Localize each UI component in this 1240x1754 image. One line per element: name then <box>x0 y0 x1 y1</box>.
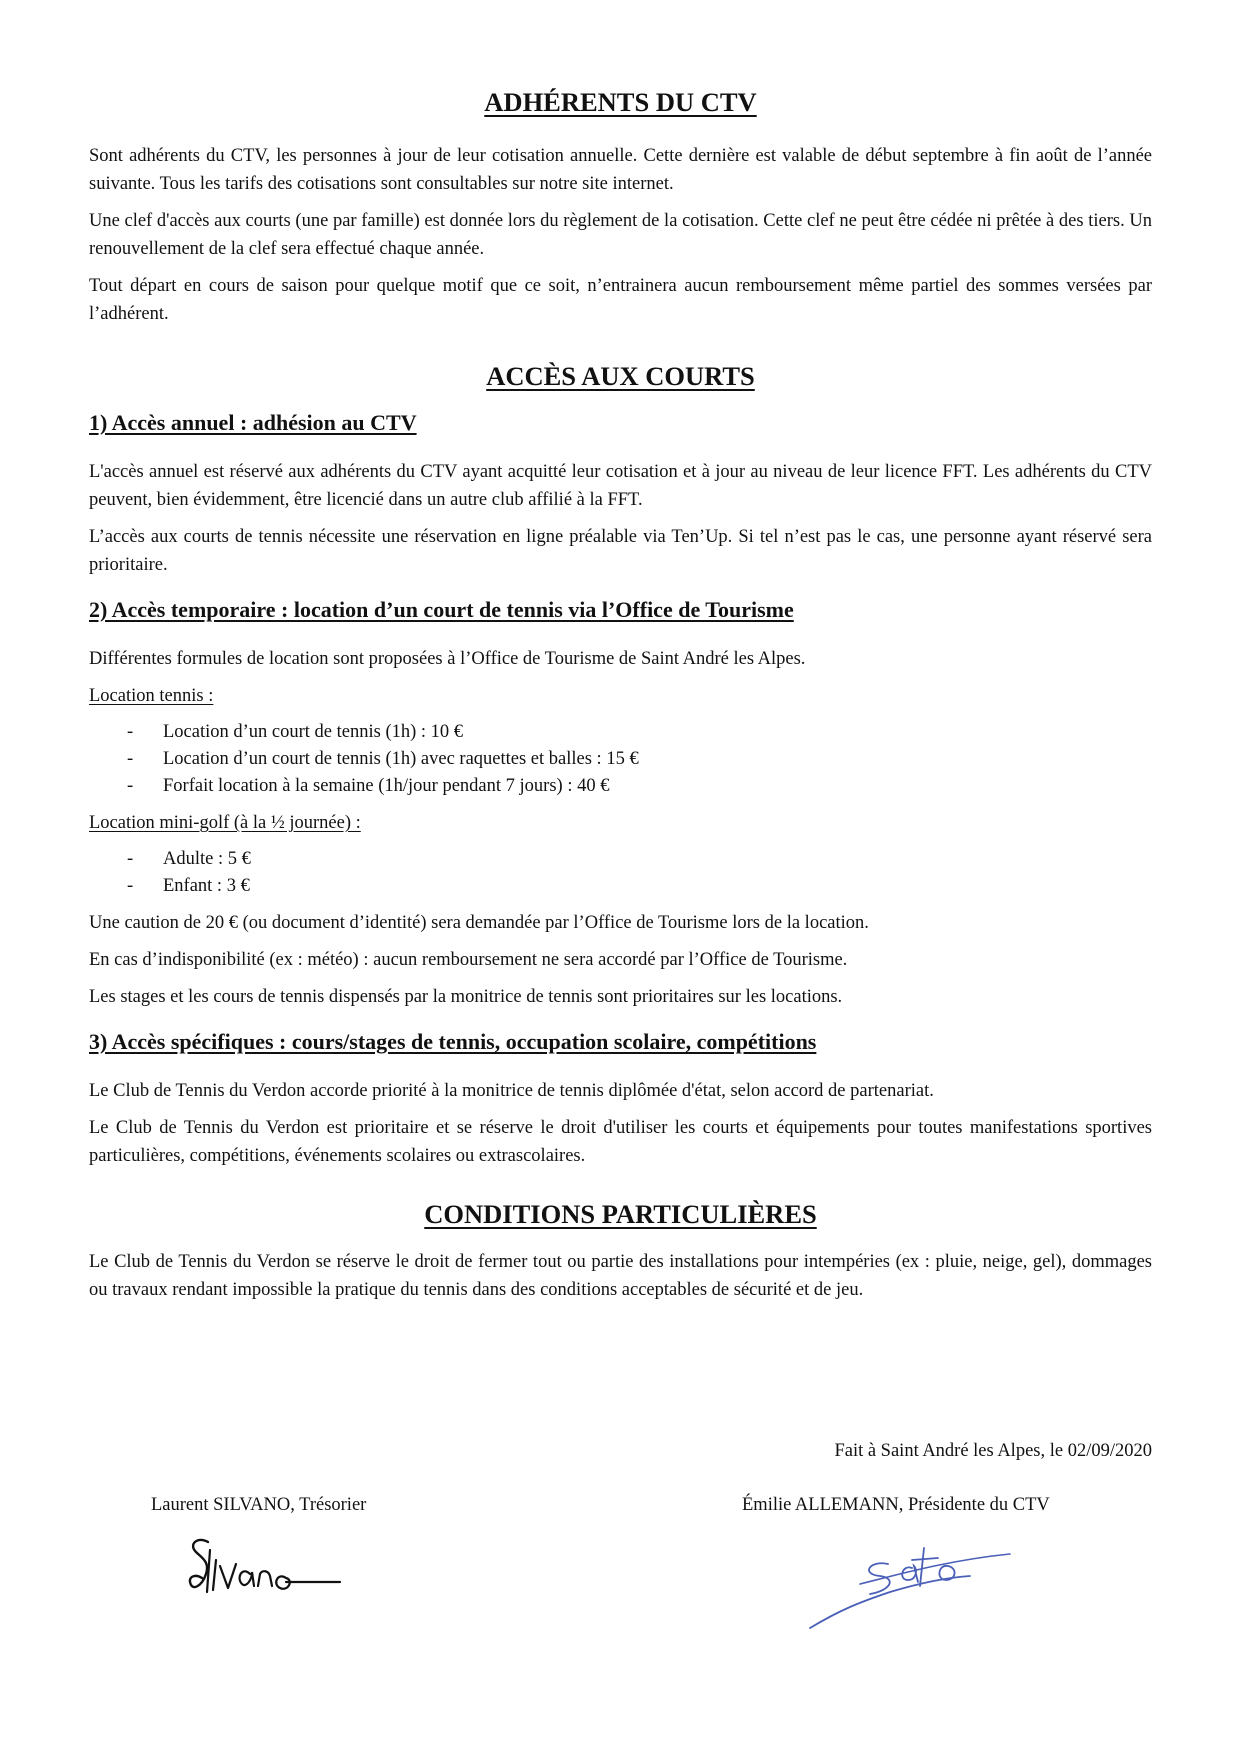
adherents-paragraph-2: Une clef d'accès aux courts (une par famille) est donnée lors du règlement de la cotisation. Cette clef ne peut être cédée ni prêtée à des tiers. Un renouvellement de la clef sera effectué chaque année. <box>89 211 1152 259</box>
list-item: - Forfait location à la semaine (1h/jour pendant 7 jours) : 40 € <box>89 773 1152 800</box>
caution-paragraph: Une caution de 20 € (ou document d’identité) sera demandée par l’Office de Tourisme lors de la location. <box>89 913 869 933</box>
signer-right: Émilie ALLEMANN, Présidente du CTV <box>742 1495 1050 1515</box>
location-minigolf-label: Location mini-golf (à la ½ journée) : <box>89 813 361 833</box>
list-item: - Enfant : 3 € <box>89 873 1152 900</box>
title-conditions-particulieres: CONDITIONS PARTICULIÈRES <box>424 1199 817 1229</box>
list-item: - Adulte : 5 € <box>89 846 1152 873</box>
signer-left: Laurent SILVANO, Trésorier <box>151 1495 367 1515</box>
location-minigolf-list <box>89 846 1152 900</box>
acces-specifiques-paragraph-2: Le Club de Tennis du Verdon est prioritaire et se réserve le droit d'utiliser les courts et équipements pour toutes manifestations sportives particulières, compétitions, événements scolaires ou extrascolaires. <box>89 1118 1152 1166</box>
list-item: - Location d’un court de tennis (1h) avec raquettes et balles : 15 € <box>89 746 1152 773</box>
signature-left-image <box>180 1530 360 1610</box>
list-item: - Location d’un court de tennis (1h) : 10 € <box>89 719 1152 746</box>
conditions-paragraph: Le Club de Tennis du Verdon se réserve le droit de fermer tout ou partie des installations pour intempéries (ex : pluie, neige, gel), dommages ou travaux rendant impossible la pratique du tennis dans des conditions acceptables de sécurité et de jeu. <box>89 1252 1152 1300</box>
place-and-date: Fait à Saint André les Alpes, le 02/09/2020 <box>834 1441 1152 1461</box>
indisponibilite-paragraph: En cas d’indisponibilité (ex : météo) : aucun remboursement ne sera accordé par l’Office de Tourisme. <box>89 950 848 970</box>
acces-temporaire-paragraph-1: Différentes formules de location sont proposées à l’Office de Tourisme de Saint André les Alpes. <box>89 649 806 669</box>
document-content <box>89 84 1152 1304</box>
location-tennis-label: Location tennis : <box>89 686 214 706</box>
acces-specifiques-paragraph-1: Le Club de Tennis du Verdon accorde priorité à la monitrice de tennis diplômée d'état, selon accord de partenariat. <box>89 1081 934 1101</box>
acces-annuel-paragraph-2: L’accès aux courts de tennis nécessite une réservation en ligne préalable via Ten’Up. Si tel n’est pas le cas, une personne ayant réservé sera prioritaire. <box>89 527 1152 575</box>
adherents-paragraph-1: Sont adhérents du CTV, les personnes à jour de leur cotisation annuelle. Cette dernière est valable de début septembre à fin août de l’année suivante. Tous les tarifs des cotisations sont consultables sur notre site internet. <box>89 146 1152 194</box>
signature-right-image <box>800 1530 1030 1640</box>
subtitle-acces-annuel: 1) Accès annuel : adhésion au CTV <box>89 410 417 435</box>
title-acces-aux-courts: ACCÈS AUX COURTS <box>486 361 755 391</box>
stages-paragraph: Les stages et les cours de tennis dispensés par la monitrice de tennis sont prioritaires sur les locations. <box>89 987 843 1007</box>
title-adherents: ADHÉRENTS DU CTV <box>484 87 757 117</box>
subtitle-acces-temporaire: 2) Accès temporaire : location d’un court de tennis via l’Office de Tourisme <box>89 597 794 622</box>
location-tennis-list <box>89 719 1152 800</box>
adherents-paragraph-3: Tout départ en cours de saison pour quelque motif que ce soit, n’entrainera aucun remboursement même partiel des sommes versées par l’adhérent. <box>89 276 1152 324</box>
acces-annuel-paragraph-1: L'accès annuel est réservé aux adhérents du CTV ayant acquitté leur cotisation et à jour au niveau de leur licence FFT. Les adhérents du CTV peuvent, bien évidemment, être licencié dans un autre club affilié à la FFT. <box>89 462 1152 510</box>
subtitle-acces-specifiques: 3) Accès spécifiques : cours/stages de tennis, occupation scolaire, compétitions <box>89 1029 817 1054</box>
